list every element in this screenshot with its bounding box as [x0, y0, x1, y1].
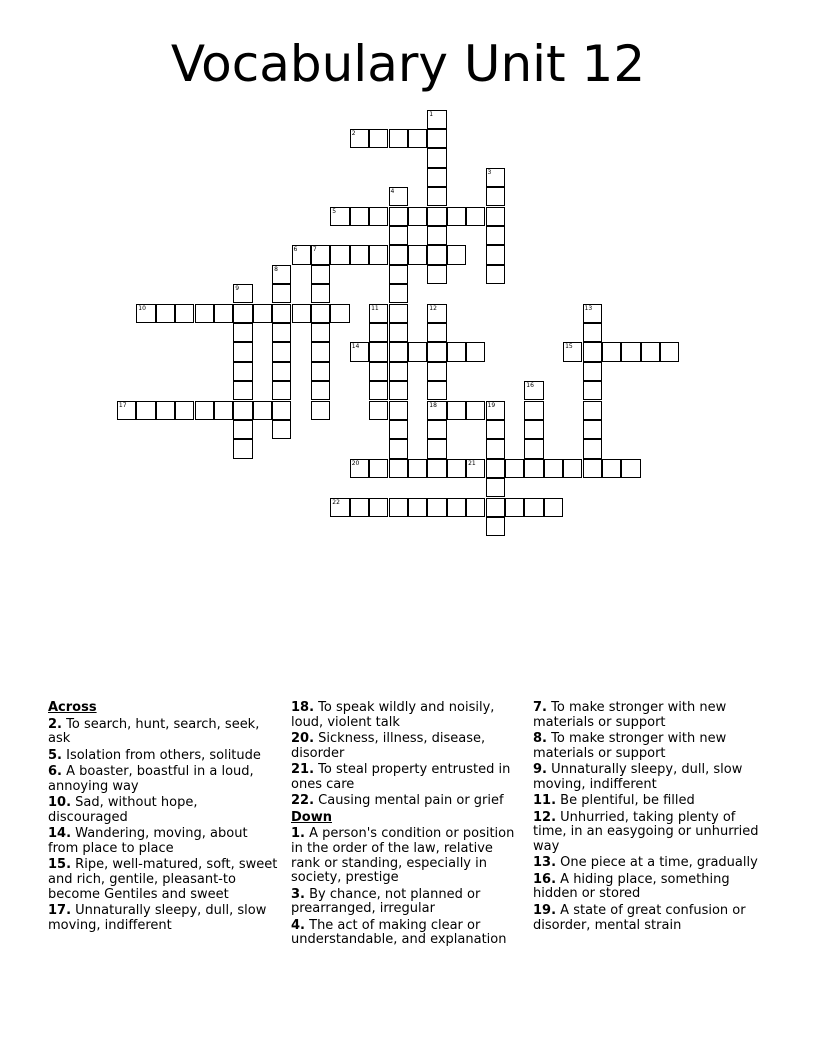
cell-number: 11 [371, 304, 379, 312]
grid-cell[interactable] [389, 439, 408, 458]
grid-cell[interactable] [486, 517, 505, 536]
grid-cell[interactable] [427, 439, 446, 458]
grid-cell[interactable] [389, 362, 408, 381]
grid-cell[interactable] [369, 207, 388, 226]
grid-cell[interactable] [253, 304, 272, 323]
clue-down-3: 3. By chance, not planned or prearranged, irregular [291, 886, 481, 917]
grid-cell[interactable] [272, 362, 291, 381]
clue-down-8: 8. To make stronger with new materials or support [533, 731, 727, 761]
grid-cell[interactable] [427, 420, 446, 439]
clue-across-2: 2. To search, hunt, search, seek, ask [48, 716, 260, 747]
clue-across-15: 15. Ripe, well-matured, soft, sweet and rich, gentile, pleasant-to become Gentiles and sweet [48, 857, 278, 902]
grid-cell[interactable] [350, 498, 369, 517]
clue-across-5: 5. Isolation from others, solitude [48, 747, 261, 763]
clue-across-10: 10. Sad, without hope, discouraged [48, 795, 198, 825]
grid-cell[interactable] [350, 129, 369, 148]
clue-down-16: 16. A hiding place, something hidden or stored [533, 871, 730, 902]
grid-cell[interactable] [602, 342, 621, 361]
grid-cell[interactable] [408, 498, 427, 517]
cell-number: 18 [429, 401, 437, 409]
grid-cell[interactable] [233, 362, 252, 381]
grid-cell[interactable] [389, 265, 408, 284]
grid-cell[interactable] [156, 401, 175, 420]
cell-number: 5 [332, 207, 337, 215]
clue-down-9: 9. Unnaturally sleepy, dull, slow moving, indifferent [533, 762, 743, 792]
grid-cell[interactable] [486, 226, 505, 245]
clue-down-12: 12. Unhurried, taking plenty of time, in an easygoing or unhurried way [533, 809, 759, 854]
grid-cell[interactable] [350, 342, 369, 361]
clue-across-18: 18. To speak wildly and noisily, loud, violent talk [291, 700, 495, 730]
grid-cell[interactable] [389, 420, 408, 439]
grid-cell[interactable] [427, 168, 446, 187]
grid-cell[interactable] [486, 478, 505, 497]
grid-cell[interactable] [583, 304, 602, 323]
grid-cell[interactable] [583, 420, 602, 439]
grid-cell[interactable] [369, 381, 388, 400]
cell-number: 9 [235, 285, 240, 293]
clue-across-20: 20. Sickness, illness, disease, disorder [291, 731, 486, 761]
grid-cell[interactable] [156, 304, 175, 323]
grid-cell[interactable] [427, 304, 446, 323]
grid-cell[interactable] [214, 401, 233, 420]
grid-cell[interactable] [369, 498, 388, 517]
grid-cell[interactable] [544, 459, 563, 478]
grid-cell[interactable] [233, 401, 252, 420]
cell-number: 21 [468, 459, 476, 467]
grid-cell[interactable] [583, 362, 602, 381]
grid-cell[interactable] [136, 401, 155, 420]
grid-cell[interactable] [621, 342, 640, 361]
grid-cell[interactable] [583, 459, 602, 478]
grid-cell[interactable] [447, 459, 466, 478]
puzzle-title: Vocabulary Unit 12 [170, 35, 646, 93]
grid-cell[interactable] [427, 245, 446, 264]
cell-number: 16 [526, 382, 534, 390]
grid-cell[interactable] [486, 498, 505, 517]
grid-cell[interactable] [408, 129, 427, 148]
cell-number: 13 [584, 304, 593, 312]
grid-cell[interactable] [369, 362, 388, 381]
grid-cell[interactable] [486, 168, 505, 187]
grid-cell[interactable] [583, 439, 602, 458]
grid-cell[interactable] [311, 342, 330, 361]
across-header: Across [48, 700, 97, 715]
grid-cell[interactable] [233, 420, 252, 439]
grid-cell[interactable] [486, 187, 505, 206]
grid-cell[interactable] [389, 342, 408, 361]
grid-cell[interactable] [369, 459, 388, 478]
grid-cell[interactable] [427, 129, 446, 148]
grid-cell[interactable] [524, 420, 543, 439]
grid-cell[interactable] [369, 323, 388, 342]
grid-cell[interactable] [427, 401, 446, 420]
grid-cell[interactable] [563, 342, 582, 361]
grid-cell[interactable] [486, 265, 505, 284]
grid-cell[interactable] [583, 342, 602, 361]
grid-cell[interactable] [311, 304, 330, 323]
grid-cell[interactable] [311, 284, 330, 303]
clues-column-3 [533, 701, 765, 935]
grid-cell[interactable] [427, 110, 446, 129]
grid-cell[interactable] [427, 207, 446, 226]
grid-cell[interactable] [524, 439, 543, 458]
grid-cell[interactable] [486, 439, 505, 458]
grid-cell[interactable] [524, 381, 543, 400]
grid-cell[interactable] [466, 459, 485, 478]
grid-cell[interactable] [350, 459, 369, 478]
grid-cell[interactable] [272, 265, 291, 284]
cell-number: 12 [429, 304, 437, 312]
grid-cell[interactable] [427, 323, 446, 342]
clue-down-13: 13. One piece at a time, gradually [533, 855, 758, 871]
grid-cell[interactable] [447, 245, 466, 264]
cell-number: 7 [312, 246, 317, 254]
grid-cell[interactable] [427, 226, 446, 245]
grid-cell[interactable] [233, 304, 252, 323]
grid-cell[interactable] [505, 459, 524, 478]
grid-cell[interactable] [660, 342, 679, 361]
clue-across-14: 14. Wandering, moving, about from place to place [48, 826, 248, 856]
grid-cell[interactable] [292, 245, 311, 264]
grid-cell[interactable] [427, 498, 446, 517]
cell-number: 15 [565, 343, 573, 351]
cell-number: 22 [332, 498, 340, 506]
grid-cell[interactable] [311, 362, 330, 381]
grid-cell[interactable] [427, 342, 446, 361]
grid-cell[interactable] [389, 129, 408, 148]
grid-cell[interactable] [253, 401, 272, 420]
grid-cell[interactable] [427, 148, 446, 167]
grid-cell[interactable] [311, 265, 330, 284]
clues-column-2 [291, 701, 523, 950]
clue-across-22: 22. Causing mental pain or grief [291, 793, 504, 809]
grid-cell[interactable] [427, 381, 446, 400]
cell-number: 19 [487, 401, 496, 409]
grid-cell[interactable] [486, 459, 505, 478]
grid-cell[interactable] [272, 401, 291, 420]
grid-cell[interactable] [389, 323, 408, 342]
grid-cell[interactable] [369, 129, 388, 148]
grid-cell[interactable] [524, 498, 543, 517]
grid-cell[interactable] [369, 401, 388, 420]
grid-cell[interactable] [389, 459, 408, 478]
clue-down-4: 4. The act of making clear or understandable, and explanation [291, 917, 507, 948]
grid-cell[interactable] [117, 401, 136, 420]
cell-number: 2 [351, 129, 356, 137]
grid-cell[interactable] [350, 207, 369, 226]
grid-cell[interactable] [505, 498, 524, 517]
grid-cell[interactable] [389, 401, 408, 420]
grid-cell[interactable] [389, 207, 408, 226]
grid-cell[interactable] [272, 381, 291, 400]
grid-cell[interactable] [330, 245, 349, 264]
grid-cell[interactable] [427, 362, 446, 381]
cell-number: 14 [351, 343, 360, 351]
grid-cell[interactable] [427, 265, 446, 284]
grid-cell[interactable] [447, 342, 466, 361]
grid-cell[interactable] [389, 381, 408, 400]
grid-cell[interactable] [214, 304, 233, 323]
grid-cell[interactable] [486, 245, 505, 264]
clue-down-11: 11. Be plentiful, be filled [533, 793, 695, 809]
cell-number: 6 [293, 246, 298, 254]
grid-cell[interactable] [311, 245, 330, 264]
grid-cell[interactable] [524, 459, 543, 478]
grid-cell[interactable] [641, 342, 660, 361]
grid-cell[interactable] [369, 245, 388, 264]
grid-cell[interactable] [408, 459, 427, 478]
grid-cell[interactable] [602, 459, 621, 478]
grid-cell[interactable] [486, 420, 505, 439]
grid-cell[interactable] [583, 381, 602, 400]
cell-number: 1 [429, 110, 434, 118]
clue-down-1: 1. A person's condition or position in the order of the law, relative rank or standing, especially in society, prestige [291, 826, 515, 886]
grid-cell[interactable] [524, 401, 543, 420]
grid-cell[interactable] [330, 304, 349, 323]
grid-cell[interactable] [292, 304, 311, 323]
grid-cell[interactable] [272, 323, 291, 342]
clues-column-1 [48, 701, 280, 935]
clue-down-19: 19. A state of great confusion or disorder, mental strain [533, 902, 746, 933]
grid-cell[interactable] [369, 304, 388, 323]
grid-cell[interactable] [233, 381, 252, 400]
grid-cell[interactable] [272, 342, 291, 361]
cell-number: 4 [390, 188, 395, 196]
grid-cell[interactable] [175, 304, 194, 323]
grid-cell[interactable] [583, 401, 602, 420]
grid-cell[interactable] [544, 498, 563, 517]
grid-cell[interactable] [389, 187, 408, 206]
grid-cell[interactable] [272, 284, 291, 303]
grid-cell[interactable] [389, 304, 408, 323]
grid-cell[interactable] [233, 342, 252, 361]
grid-cell[interactable] [447, 401, 466, 420]
cell-number: 20 [351, 459, 360, 467]
grid-cell[interactable] [408, 342, 427, 361]
grid-cell[interactable] [447, 498, 466, 517]
grid-cell[interactable] [233, 284, 252, 303]
grid-cell[interactable] [233, 323, 252, 342]
grid-cell[interactable] [195, 304, 214, 323]
clue-down-7: 7. To make stronger with new materials or support [533, 700, 727, 730]
grid-cell[interactable] [466, 401, 485, 420]
grid-cell[interactable] [563, 459, 582, 478]
grid-cell[interactable] [408, 245, 427, 264]
clue-across-6: 6. A boaster, boastful in a loud, annoying way [48, 764, 254, 794]
grid-cell[interactable] [369, 342, 388, 361]
grid-cell[interactable] [330, 207, 349, 226]
grid-cell[interactable] [447, 207, 466, 226]
cell-number: 8 [274, 265, 278, 273]
grid-cell[interactable] [427, 187, 446, 206]
cell-number: 17 [118, 401, 127, 409]
grid-cell[interactable] [486, 207, 505, 226]
cell-number: 10 [138, 304, 146, 312]
grid-cell[interactable] [389, 284, 408, 303]
clue-across-21: 21. To steal property entrusted in ones care [291, 762, 511, 792]
grid-cell[interactable] [466, 342, 485, 361]
grid-cell[interactable] [330, 498, 349, 517]
grid-cell[interactable] [583, 323, 602, 342]
grid-cell[interactable] [311, 401, 330, 420]
grid-cell[interactable] [466, 498, 485, 517]
grid-cell[interactable] [311, 323, 330, 342]
grid-cell[interactable] [175, 401, 194, 420]
grid-cell[interactable] [389, 226, 408, 245]
grid-cell[interactable] [233, 439, 252, 458]
grid-cell[interactable] [350, 245, 369, 264]
grid-cell[interactable] [408, 207, 427, 226]
grid-cell[interactable] [311, 381, 330, 400]
grid-cell[interactable] [136, 304, 155, 323]
grid-cell[interactable] [621, 459, 640, 478]
down-header: Down [291, 809, 332, 825]
clue-across-17: 17. Unnaturally sleepy, dull, slow moving, indifferent [48, 903, 267, 933]
grid-cell[interactable] [466, 207, 485, 226]
grid-cell[interactable] [427, 459, 446, 478]
grid-cell[interactable] [272, 420, 291, 439]
grid-cell[interactable] [195, 401, 214, 420]
grid-cell[interactable] [272, 304, 291, 323]
cell-number: 3 [487, 168, 492, 176]
grid-cell[interactable] [389, 245, 408, 264]
grid-cell[interactable] [486, 401, 505, 420]
grid-cell[interactable] [389, 498, 408, 517]
